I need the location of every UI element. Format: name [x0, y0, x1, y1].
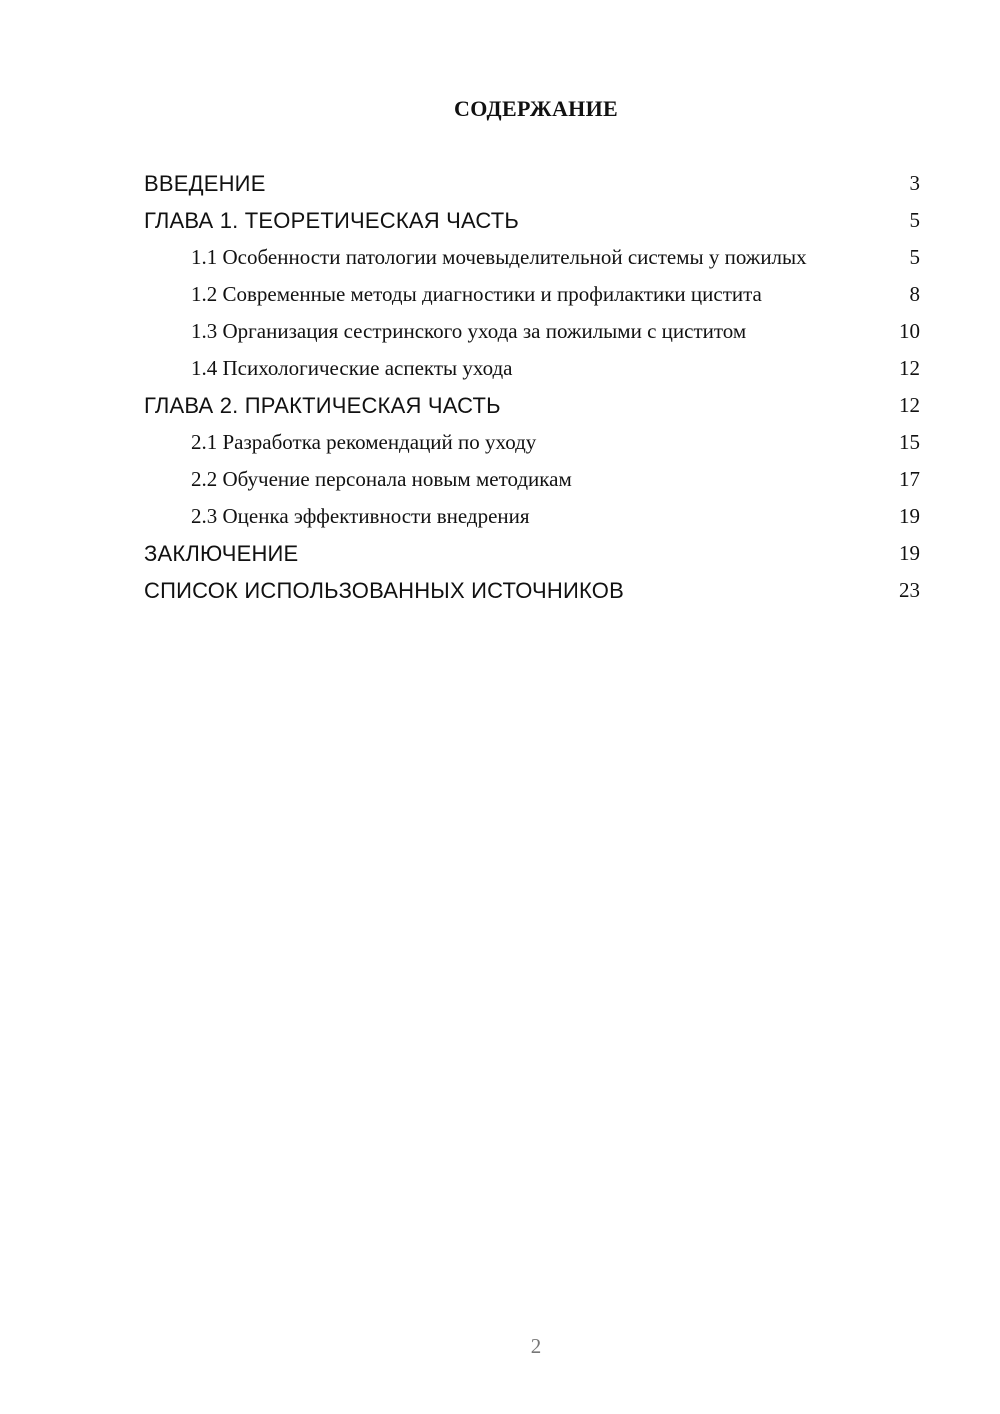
toc-entry-page: 15	[899, 430, 920, 454]
toc-title: СОДЕРЖАНИЕ	[454, 96, 618, 121]
toc-entry-page: 19	[899, 504, 920, 528]
toc-entry-label: 1.1 Особенности патологии мочевыделительной системы у пожилых	[191, 245, 807, 269]
toc-entry-conclusion[interactable]	[144, 540, 920, 567]
toc-entry-page: 5	[909, 245, 920, 269]
toc-entry-section-2-3[interactable]	[144, 503, 920, 530]
toc-entry-section-1-2[interactable]	[144, 281, 920, 308]
toc-entry-introduction[interactable]	[144, 170, 920, 197]
toc-entry-label: 1.4 Психологические аспекты ухода	[191, 356, 513, 380]
toc-entry-page: 12	[899, 393, 920, 417]
toc-entry-label: 1.3 Организация сестринского ухода за пожилыми с циститом	[191, 319, 747, 343]
toc-entry-page: 3	[909, 171, 920, 195]
toc-entry-label: 2.2 Обучение персонала новым методикам	[191, 467, 572, 491]
toc-entry-section-2-1[interactable]	[144, 429, 920, 456]
toc-entry-page: 17	[899, 467, 920, 491]
toc-entry-section-1-3[interactable]	[144, 318, 920, 345]
toc-entry-label: 2.1 Разработка рекомендаций по уходу	[191, 430, 537, 454]
toc-entry-chapter-2[interactable]	[144, 392, 920, 419]
toc-entry-section-1-1[interactable]	[144, 244, 920, 271]
page-number: 2	[530, 1334, 542, 1358]
toc-entry-chapter-1[interactable]	[144, 207, 920, 234]
toc-entry-label: ВВЕДЕНИЕ	[144, 171, 266, 196]
toc-entry-label: 1.2 Современные методы диагностики и профилактики цистита	[191, 282, 762, 306]
toc-entry-page: 12	[899, 356, 920, 380]
toc-entry-page: 23	[899, 578, 920, 602]
toc-entry-page: 19	[899, 541, 920, 565]
toc-entry-label: 2.3 Оценка эффективности внедрения	[191, 504, 530, 528]
toc-entry-section-2-2[interactable]	[144, 466, 920, 493]
toc-entry-section-1-4[interactable]	[144, 355, 920, 382]
toc-entry-page: 8	[909, 282, 920, 306]
toc-entry-label: ГЛАВА 2. ПРАКТИЧЕСКАЯ ЧАСТЬ	[144, 393, 501, 418]
toc-entry-references[interactable]	[144, 577, 920, 604]
toc-entry-label: ЗАКЛЮЧЕНИЕ	[144, 541, 299, 566]
toc-entry-label: ГЛАВА 1. ТЕОРЕТИЧЕСКАЯ ЧАСТЬ	[144, 208, 520, 233]
toc-entry-page: 10	[899, 319, 920, 343]
table-of-contents	[144, 170, 920, 614]
toc-entry-page: 5	[909, 208, 920, 232]
toc-entry-label: СПИСОК ИСПОЛЬЗОВАННЫХ ИСТОЧНИКОВ	[144, 578, 624, 603]
